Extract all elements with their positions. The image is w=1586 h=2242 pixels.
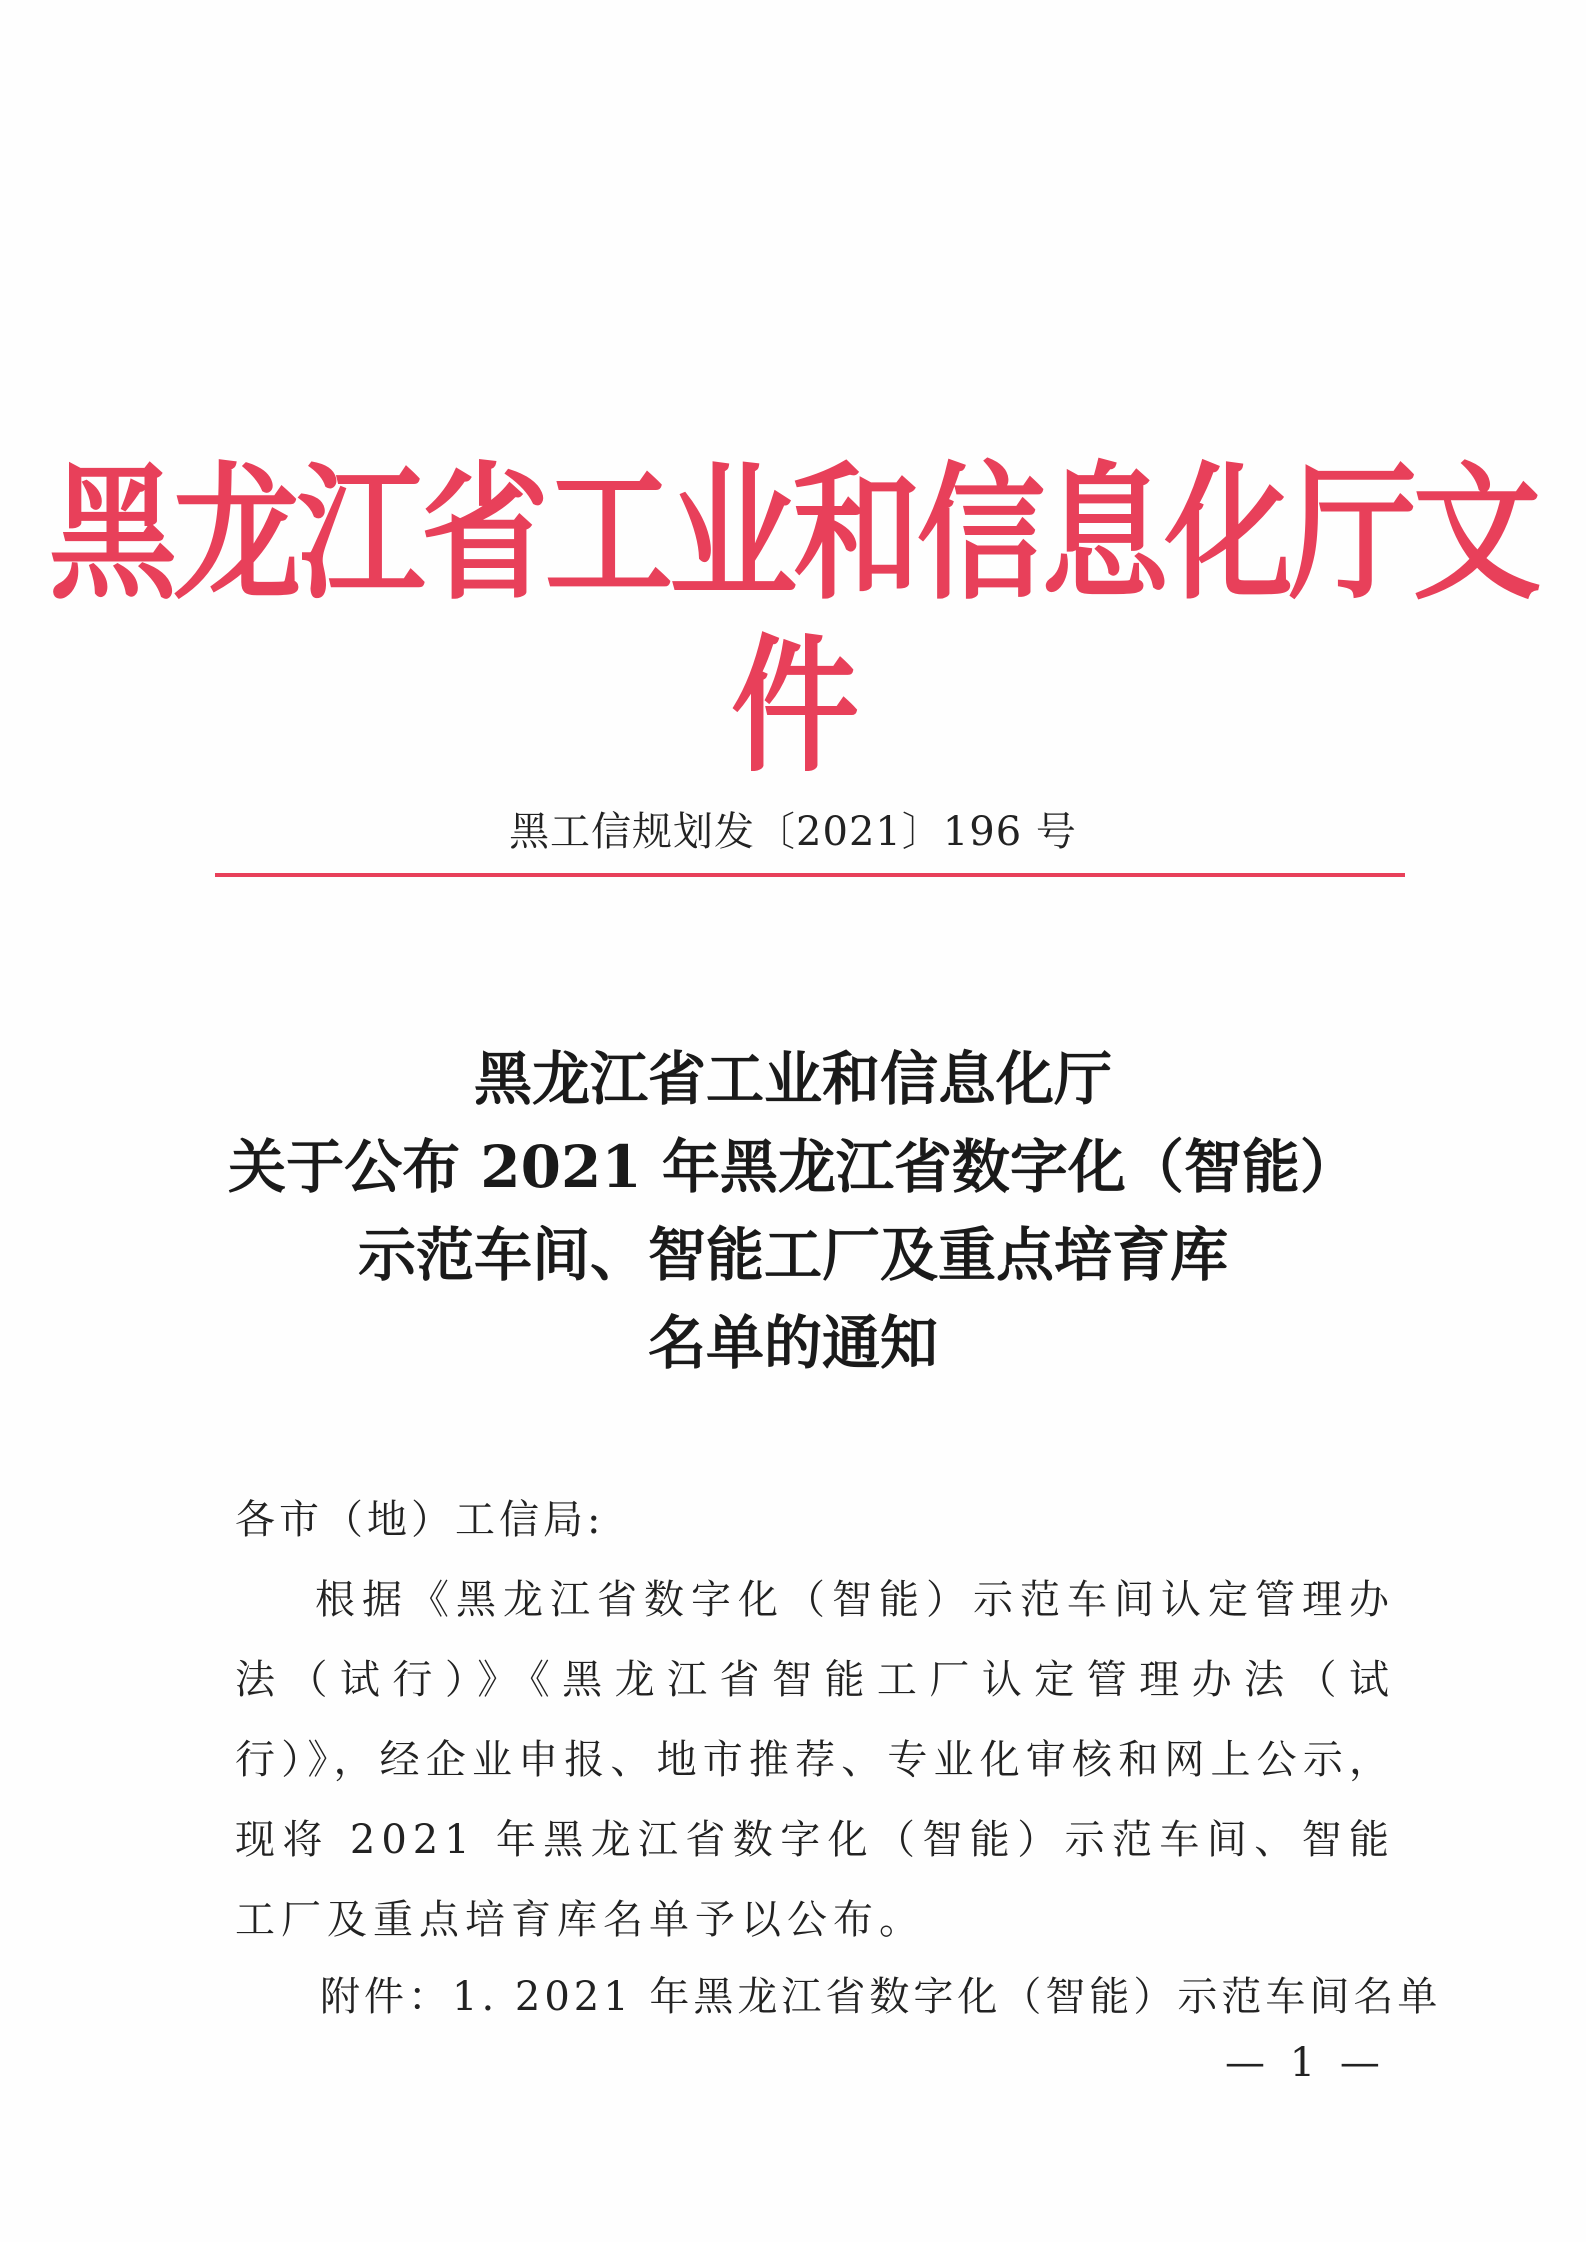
masthead-title: 黑龙江省工业和信息化厅文件 (48, 448, 1537, 793)
attachment-line: 附件：1. 2021 年黑龙江省数字化（智能）示范车间名单 (320, 1974, 1442, 2020)
title-line-4: 名单的通知 (647, 1309, 938, 1377)
title-line-1: 黑龙江省工业和信息化厅 (473, 1045, 1112, 1113)
body-paragraph: 根据《黑龙江省数字化（智能）示范车间认定管理办法（试行）》《黑龙江省智能工厂认定管理办法（试行）》，经企业申报、地市推荐、专业化审核和网上公示，现将 2021 年黑龙江省数字化（智能）示范车间、智能工厂及重点培育库名单予以公布。 (235, 1577, 1395, 1943)
red-divider-line (215, 873, 1405, 877)
page-number: — 1 — (1225, 2040, 1386, 2086)
title-line-2: 关于公布 2021 年黑龙江省数字化（智能） (228, 1133, 1358, 1201)
notice-title (0, 1035, 1586, 1387)
salutation: 各市（地）工信局: (235, 1497, 605, 1543)
title-line-3: 示范车间、智能工厂及重点培育库 (357, 1221, 1228, 1289)
document-number: 黑工信规划发〔2021〕196 号 (509, 809, 1077, 855)
